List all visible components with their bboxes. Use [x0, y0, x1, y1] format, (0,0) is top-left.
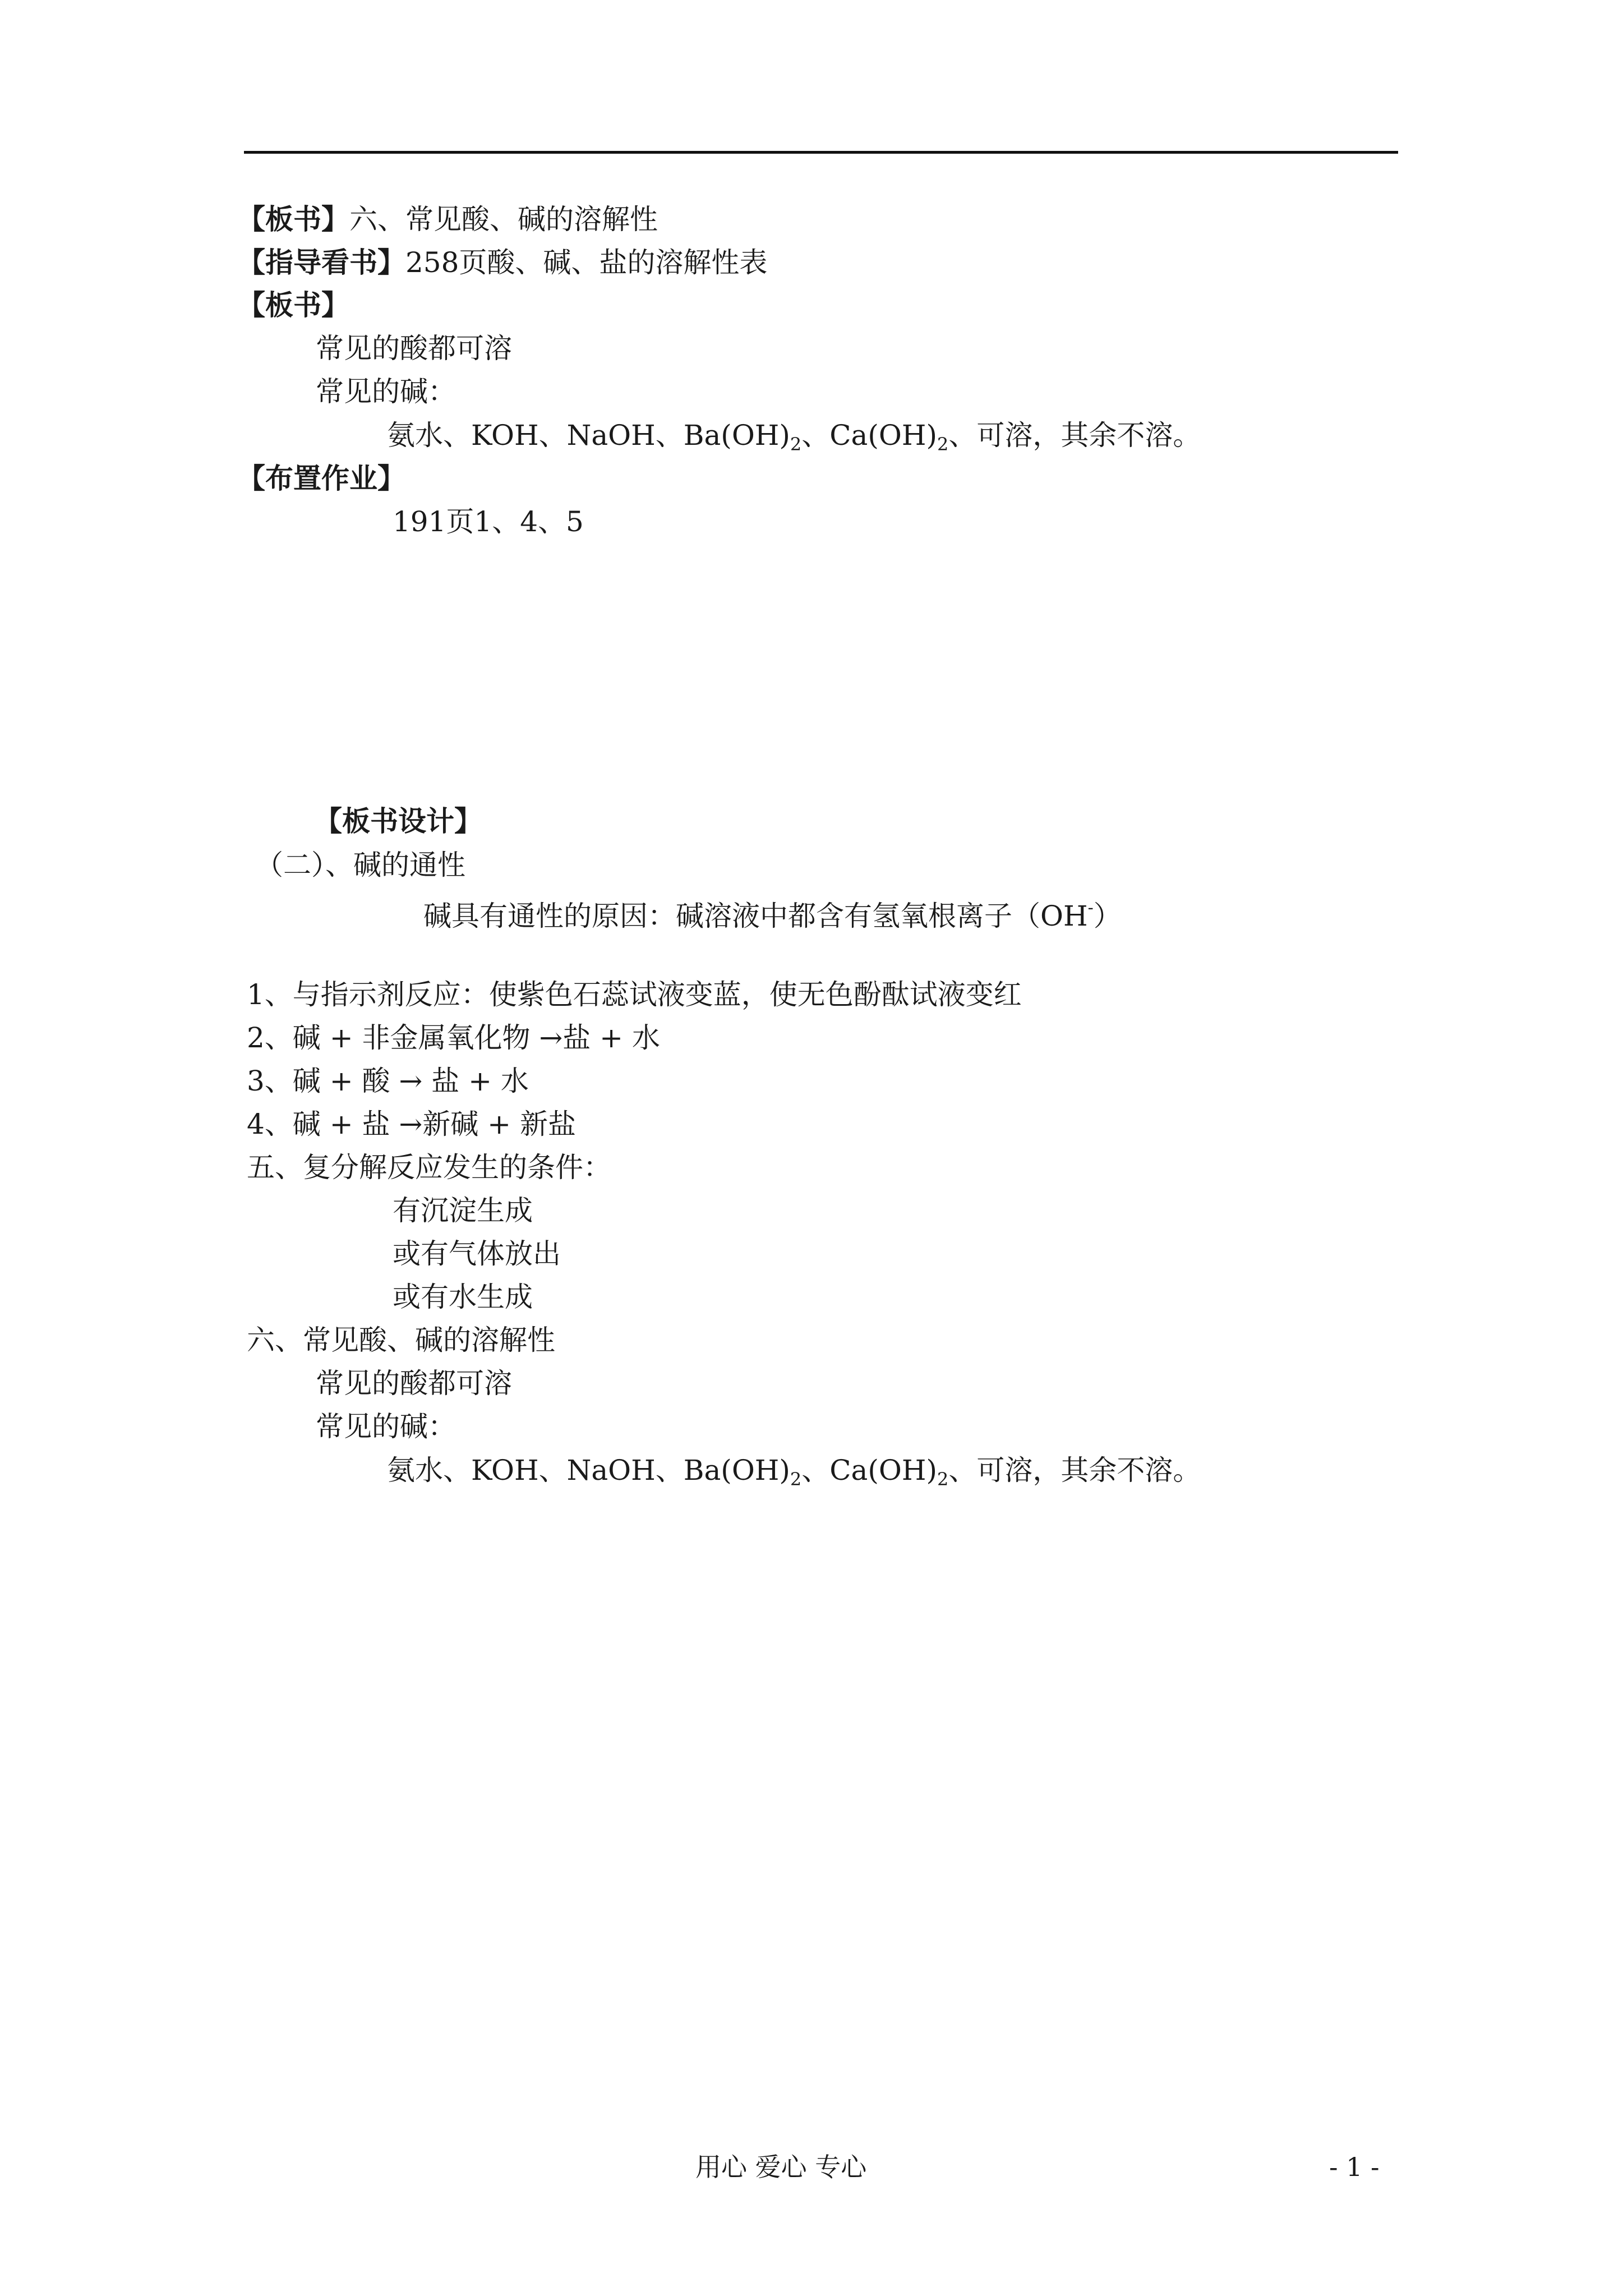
- board-design-heading: 【板书设计】: [314, 805, 482, 838]
- condition-item: 或有水生成: [393, 1281, 533, 1313]
- reading-guide-text: 258页酸、碱、盐的溶解性表: [405, 246, 768, 279]
- common-bases-line-2: 常见的碱：: [316, 1410, 456, 1443]
- board-text: 六、常见酸、碱的溶解性: [349, 203, 658, 236]
- solubility-title: 六、常见酸、碱的溶解性: [247, 1324, 555, 1356]
- list-item: 4、碱 + 盐 →新碱 + 新盐: [247, 1108, 576, 1140]
- condition-item: 或有气体放出: [393, 1237, 561, 1270]
- footer-motto: 用心 爱心 专心: [695, 2152, 867, 2182]
- bases-list-line: 氨水、KOH、NaOH、$Ba(OH)_2$、$Ca(OH)_2$、可溶，其余不溶。: [387, 419, 1201, 455]
- list-item: 2、碱 + 非金属氧化物 →盐 + 水: [247, 1022, 660, 1054]
- homework-tag: 【布置作业】: [237, 462, 405, 495]
- board-note-line: [237, 202, 658, 237]
- bases-list-line-2: 氨水、KOH、NaOH、$Ba(OH)_2$、$Ca(OH)_2$、可溶，其余不溶。: [387, 1454, 1201, 1490]
- acids-soluble-line-2: 常见的酸都可溶: [316, 1367, 512, 1400]
- homework-text: 191页1、4、5: [393, 505, 584, 538]
- list-item: 3、碱 + 酸 → 盐 + 水: [247, 1065, 529, 1097]
- bases-reason-line: 碱具有通性的原因：碱溶液中都含有氢氧根离子（OH-）: [423, 898, 1122, 932]
- board-design-subheading: （二）、碱的通性: [255, 849, 465, 881]
- acids-soluble-line: 常见的酸都可溶: [316, 332, 512, 365]
- condition-item: 有沉淀生成: [393, 1194, 533, 1227]
- conditions-title: 五、复分解反应发生的条件：: [247, 1151, 611, 1184]
- common-bases-line: 常见的碱：: [316, 375, 456, 408]
- header-rule: [244, 151, 1398, 154]
- list-item: 1、与指示剂反应：使紫色石蕊试液变蓝，使无色酚酞试液变红: [247, 978, 1022, 1011]
- board-tag-2: 【板书】: [237, 289, 349, 321]
- page-number: - 1 -: [1329, 2152, 1380, 2182]
- reading-guide-tag: 【指导看书】: [237, 246, 405, 279]
- reading-guide-line: [237, 245, 767, 280]
- board-tag: 【板书】: [237, 203, 349, 236]
